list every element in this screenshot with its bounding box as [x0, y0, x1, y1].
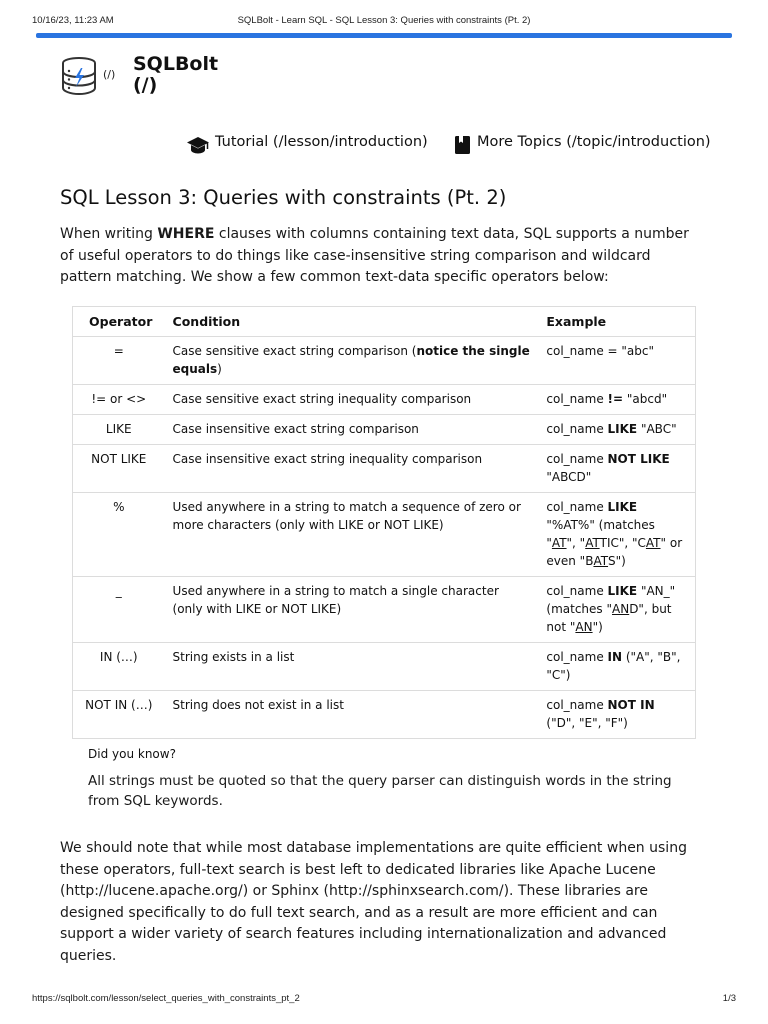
match-highlight: AT — [645, 536, 661, 550]
condition-cell: String does not exist in a list — [165, 691, 539, 739]
nav-more-topics-label: More Topics (/topic/introduction) — [477, 134, 711, 150]
header-condition: Condition — [165, 307, 539, 337]
example-cell — [538, 691, 695, 739]
example-text: col_name — [546, 392, 608, 406]
operator-cell: = — [73, 337, 165, 385]
intro-paragraph — [60, 224, 700, 289]
example-text: col_name — [546, 584, 608, 598]
example-operator: LIKE — [607, 422, 638, 436]
table-row — [73, 691, 696, 739]
lesson-title: SQL Lesson 3: Queries with constraints (Pt. 2) — [60, 186, 507, 209]
example-text: col_name — [546, 650, 608, 664]
example-value: " or even "B — [546, 536, 683, 568]
nav-tutorial-label: Tutorial (/lesson/introduction) — [215, 134, 428, 150]
table-row — [73, 643, 696, 691]
example-cell — [538, 415, 695, 445]
example-value: S") — [608, 554, 626, 568]
accent-bar — [36, 33, 732, 38]
table-row — [73, 337, 696, 385]
example-operator: LIKE — [607, 500, 638, 514]
example-cell — [538, 643, 695, 691]
intro-text-start: When writing — [60, 226, 158, 242]
example-cell — [538, 445, 695, 493]
did-you-know-callout — [88, 745, 688, 811]
condition-cell: Case insensitive exact string inequality comparison — [165, 445, 539, 493]
callout-text: All strings must be quoted so that the query parser can distinguish words in the string from SQL keywords. — [88, 773, 672, 809]
operator-cell: _ — [73, 577, 165, 643]
example-cell — [538, 385, 695, 415]
print-footer — [32, 993, 736, 1007]
condition-cell: Case insensitive exact string comparison — [165, 415, 539, 445]
callout-label: Did you know? — [88, 747, 176, 761]
operator-cell: NOT IN (…) — [73, 691, 165, 739]
example-value: "ABCD" — [546, 470, 592, 484]
example-cell — [538, 577, 695, 643]
operators-table — [72, 306, 696, 739]
nav-tutorial-link[interactable] — [186, 134, 441, 156]
example-value: "%AT%" (matches " — [546, 518, 655, 550]
brand-name-link[interactable] — [133, 54, 243, 96]
condition-cell: Used anywhere in a string to match a single character (only with LIKE or NOT LIKE) — [165, 577, 539, 643]
operator-cell: % — [73, 493, 165, 577]
example-cell — [538, 337, 695, 385]
example-value: "ABC" — [637, 422, 677, 436]
condition-emphasis: notice the single equals — [172, 344, 530, 376]
example-value: TIC", "C — [599, 536, 646, 550]
example-text: col_name — [546, 500, 608, 514]
example-operator: NOT IN — [607, 698, 655, 712]
book-icon — [454, 135, 472, 159]
example-cell — [538, 493, 695, 577]
header-operator: Operator — [73, 307, 165, 337]
match-highlight: AT — [585, 536, 600, 550]
notes-paragraph: We should note that while most database implementations are quite efficient when using these operators, full-text search is best left to dedicated libraries like Apache Lucene (http://lucene.apache.org/) or Sphinx (http://sphinxsearch.com/). These libraries are designed specifically to do full text search, and as a result are more efficient and can support a wider variety of search features including internationalization and advanced queries. — [60, 840, 687, 964]
condition-cell: Case sensitive exact string inequality comparison — [165, 385, 539, 415]
condition-text-end: ) — [217, 362, 222, 376]
example-operator: IN — [607, 650, 623, 664]
example-value: "abcd" — [623, 392, 668, 406]
print-datetime: 10/16/23, 11:23 AM — [32, 15, 114, 26]
example-operator: NOT LIKE — [607, 452, 670, 466]
brand-name-path: (/) — [133, 74, 158, 96]
graduation-cap-icon — [186, 135, 210, 159]
print-page-title: SQLBolt - Learn SQL - SQL Lesson 3: Queries with constraints (Pt. 2) — [237, 15, 531, 26]
operator-cell: NOT LIKE — [73, 445, 165, 493]
operator-cell: LIKE — [73, 415, 165, 445]
brand-name: SQLBolt — [133, 53, 219, 75]
example-value: ", " — [566, 536, 586, 550]
match-highlight: AT — [551, 536, 567, 550]
match-highlight: AT — [593, 554, 609, 568]
print-header — [32, 15, 736, 29]
example-value: ("D", "E", "F") — [546, 716, 628, 730]
example-value: D", but not " — [546, 602, 672, 634]
table-row — [73, 493, 696, 577]
intro-keyword: WHERE — [157, 226, 215, 242]
condition-cell — [165, 337, 539, 385]
operator-cell: != or <> — [73, 385, 165, 415]
table-row — [73, 415, 696, 445]
example-text: col_name = "abc" — [546, 344, 654, 358]
database-logo-icon[interactable] — [60, 56, 98, 96]
top-nav — [186, 134, 726, 156]
page-number: 1/3 — [722, 993, 736, 1004]
print-url: https://sqlbolt.com/lesson/select_queries_with_constraints_pt_2 — [32, 993, 300, 1004]
table-row — [73, 577, 696, 643]
condition-cell: String exists in a list — [165, 643, 539, 691]
match-highlight: AN — [612, 602, 630, 616]
condition-cell: Used anywhere in a string to match a sequence of zero or more characters (only with LIKE or NOT LIKE) — [165, 493, 539, 577]
table-row — [73, 445, 696, 493]
intro-text-end: clauses with columns containing text data, SQL supports a number of useful operators to do things like case-insensitive string comparison and wildcard pattern matching. We show a few common text-data specific operators below: — [60, 226, 689, 285]
example-operator: != — [607, 392, 624, 406]
operator-cell: IN (…) — [73, 643, 165, 691]
table-header-row — [73, 307, 696, 337]
example-text: col_name — [546, 452, 608, 466]
example-value: ") — [592, 620, 603, 634]
header-example: Example — [538, 307, 695, 337]
logo-home-link[interactable]: (/) — [103, 68, 116, 81]
condition-text: Case sensitive exact string comparison ( — [172, 344, 417, 358]
example-value: ("A", "B", "C") — [546, 650, 681, 682]
nav-more-topics-link[interactable] — [454, 134, 726, 156]
example-text: col_name — [546, 698, 608, 712]
example-operator: LIKE — [607, 584, 638, 598]
example-text: col_name — [546, 422, 608, 436]
table-row — [73, 385, 696, 415]
example-value: "AN_" (matches " — [546, 584, 676, 616]
match-highlight: AN — [575, 620, 593, 634]
